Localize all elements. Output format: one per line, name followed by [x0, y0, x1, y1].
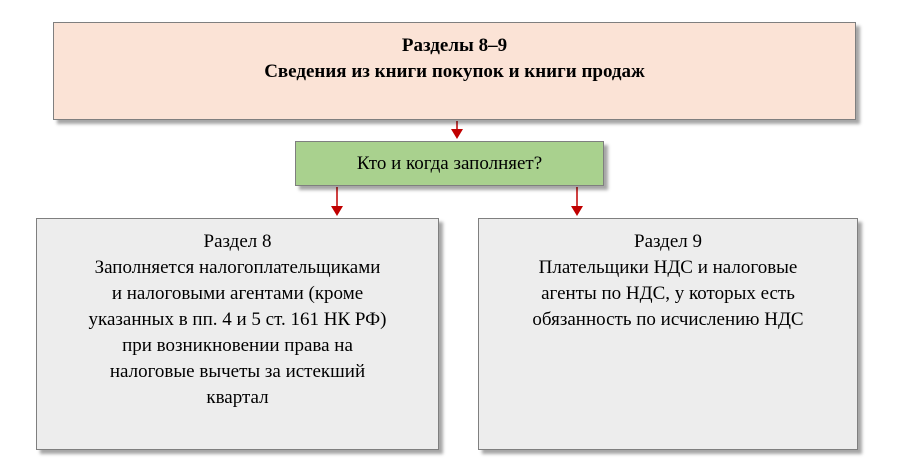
sections-header-box [53, 22, 856, 120]
section8-line: Заполняется налогоплательщиками [94, 257, 381, 278]
arrow-question-to-section9 [571, 187, 583, 216]
section8-line: налоговые вычеты за истекший [109, 361, 366, 382]
question-text: Кто и когда заполняет? [356, 153, 543, 174]
section9-title: Раздел 9 [634, 231, 702, 252]
section9-line: Плательщики НДС и налоговые [538, 257, 798, 278]
sections-header-subtitle: Сведения из книги покупок и книги продаж [264, 61, 645, 82]
section8-line: при возникновении права на [122, 335, 353, 356]
section9-line: агенты по НДС, у которых есть [541, 283, 795, 304]
sections-header-title: Разделы 8–9 [401, 35, 508, 56]
section8-line: квартал [206, 387, 269, 408]
section9-box [478, 218, 858, 450]
section8-title: Раздел 8 [203, 231, 272, 252]
section9-line: обязанность по исчислению НДС [532, 309, 804, 330]
section8-line: указанных в пп. 4 и 5 ст. 161 НК РФ) [88, 309, 387, 330]
arrow-top-to-question [451, 121, 463, 139]
section8-line: и налоговыми агентами (кроме [111, 283, 364, 304]
section8-box [36, 218, 439, 450]
arrow-question-to-section8 [331, 187, 343, 216]
question-box [295, 141, 604, 186]
